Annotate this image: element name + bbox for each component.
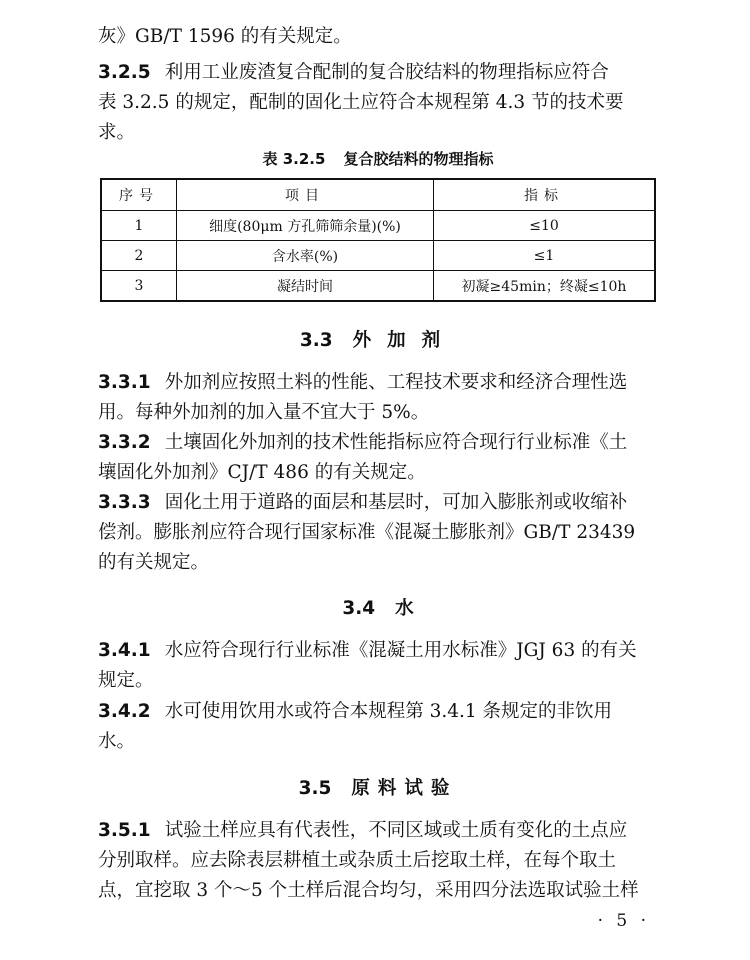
paragraph-line: 求。	[98, 122, 136, 143]
table-row	[101, 211, 655, 241]
paragraph-line: 土壤固化外加剂的技术性能指标应符合现行行业标准《土	[164, 432, 628, 453]
paragraph-line: 水。	[98, 731, 136, 752]
clause-number: 3.3.2	[98, 432, 151, 453]
table-row	[101, 271, 655, 302]
clause-3-2-5	[98, 58, 658, 148]
clause-3-3-2	[98, 428, 658, 488]
table-row	[101, 241, 655, 271]
table-header-row	[101, 179, 655, 211]
physical-indicators-table	[100, 178, 656, 302]
clause-3-5-1	[98, 816, 658, 906]
clause-number: 3.5.1	[98, 820, 151, 841]
section-heading-3-3	[98, 326, 658, 352]
paragraph-line: 水可使用饮用水或符合本规程第 3.4.1 条规定的非饮用	[164, 701, 613, 722]
paragraph-line: 外加剂应按照土料的性能、工程技术要求和经济合理性选	[164, 372, 628, 393]
paragraph-line: 偿剂。膨胀剂应符合现行国家标准《混凝土膨胀剂》GB/T 23439	[98, 522, 636, 543]
paragraph-line: 灰》GB/T 1596 的有关规定。	[98, 26, 352, 47]
paragraph-line: 利用工业废渣复合配制的复合胶结料的物理指标应符合	[164, 62, 609, 83]
clause-3-4-1	[98, 636, 658, 696]
paragraph-line: 水应符合现行行业标准《混凝土用水标准》JGJ 63 的有关	[164, 640, 637, 661]
cell-seq: 3	[101, 271, 177, 302]
section-number: 3.3	[299, 330, 333, 351]
intro-paragraph	[98, 22, 658, 52]
clause-3-3-3	[98, 488, 658, 578]
cell-indicator: ≤10	[434, 211, 656, 241]
clause-number: 3.4.2	[98, 701, 151, 722]
header-indicator: 指标	[434, 179, 656, 211]
cell-seq: 2	[101, 241, 177, 271]
clause-number: 3.3.3	[98, 492, 151, 513]
table-number: 表 3.2.5	[262, 150, 326, 168]
clause-number: 3.4.1	[98, 640, 151, 661]
section-title: 外加剂	[352, 330, 457, 351]
header-seq: 序号	[101, 179, 177, 211]
section-number: 3.5	[298, 778, 332, 799]
paragraph-line: 点，宜挖取 3 个～5 个土样后混合均匀，采用四分法选取试验土样	[98, 880, 639, 901]
page-number: · 5 ·	[597, 911, 650, 931]
clause-number: 3.3.1	[98, 372, 151, 393]
paragraph-line: 用。每种外加剂的加入量不宜大于 5%。	[98, 402, 430, 423]
section-title: 水	[395, 598, 414, 619]
paragraph-line: 的有关规定。	[98, 552, 210, 573]
paragraph-line: 壤固化外加剂》CJ/T 486 的有关规定。	[98, 462, 426, 483]
paragraph-line: 分别取样。应去除表层耕植土或杂质土后挖取土样，在每个取土	[98, 850, 617, 871]
table-caption	[98, 148, 658, 169]
clause-number: 3.2.5	[98, 62, 151, 83]
cell-indicator: 初凝≥45min；终凝≤10h	[434, 271, 656, 302]
clause-3-3-1	[98, 368, 658, 428]
clause-3-4-2	[98, 697, 658, 757]
section-title: 原料试验	[351, 778, 458, 799]
section-heading-3-4	[98, 594, 658, 620]
paragraph-line: 规定。	[98, 670, 154, 691]
cell-seq: 1	[101, 211, 177, 241]
cell-indicator: ≤1	[434, 241, 656, 271]
cell-item: 凝结时间	[177, 271, 434, 302]
paragraph-line: 表 3.2.5 的规定，配制的固化土应符合本规程第 4.3 节的技术要	[98, 92, 624, 113]
table-title: 复合胶结料的物理指标	[343, 150, 494, 168]
header-item: 项目	[177, 179, 434, 211]
paragraph-line: 固化土用于道路的面层和基层时，可加入膨胀剂或收缩补	[164, 492, 628, 513]
cell-item: 细度(80μm 方孔筛筛余量)(%)	[177, 211, 434, 241]
section-number: 3.4	[342, 598, 376, 619]
section-heading-3-5	[98, 774, 658, 800]
paragraph-line: 试验土样应具有代表性，不同区域或土质有变化的土点应	[164, 820, 628, 841]
cell-item: 含水率(%)	[177, 241, 434, 271]
